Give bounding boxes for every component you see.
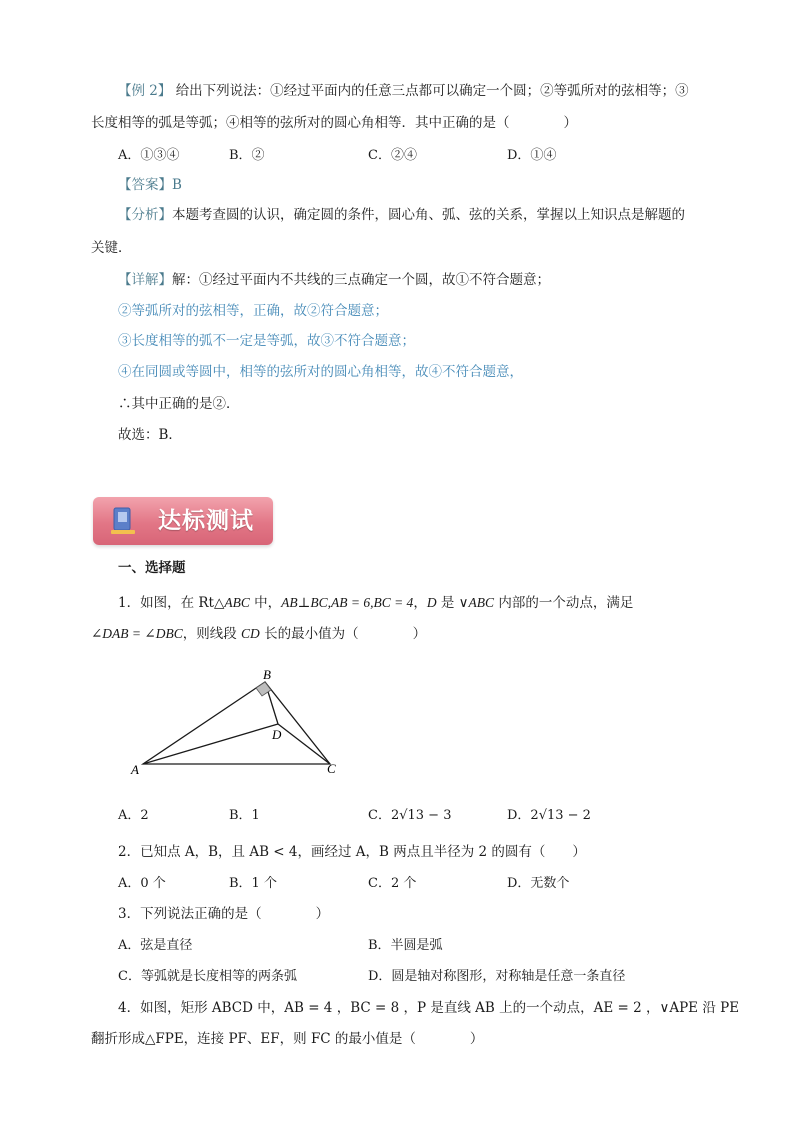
q4-line2: 翻折形成△FPE，连接 PF、EF，则 FC 的最小值是（ ）: [91, 1031, 484, 1047]
example-detail-line4: ④在同圆或等圆中，相等的弦所对的圆心角相等，故④不符合题意，: [118, 364, 523, 380]
q3-option-c: C．等弧就是长度相等的两条弧: [118, 969, 297, 984]
label-c: C: [327, 761, 336, 776]
q2-option-a: A．0 个: [118, 876, 166, 891]
detail-tag: 【详解】: [118, 272, 172, 288]
section-banner: [93, 497, 273, 545]
q1-text-b: 中，: [249, 595, 282, 611]
example-option-a: A．①③④: [118, 148, 180, 163]
q1-text-e: 内部的一个动点，满足: [494, 595, 634, 611]
example-detail-line6: 故选：B．: [118, 427, 182, 443]
example-option-d: D．①④: [507, 148, 557, 163]
q1-math-abc2: ABC: [468, 595, 495, 610]
segment-dc: [278, 724, 330, 764]
example-analysis-line2: 关键．: [91, 240, 132, 256]
q1-option-c: C．2√13 − 3: [368, 808, 452, 823]
q1-text-f: ，则线段: [182, 626, 242, 642]
q1-option-b: B．1: [229, 808, 260, 823]
example-detail-line5: ∴其中正确的是②．: [118, 396, 240, 412]
example-detail-line1: [118, 270, 550, 290]
example-analysis-line1: [118, 205, 685, 225]
q1-option-a: A．2: [118, 808, 149, 823]
q1-line2: [91, 624, 426, 644]
analysis-tag: 【分析】: [118, 207, 172, 223]
label-b: B: [263, 667, 271, 682]
example-stem-line2: 长度相等的弧是等弧；④相等的弦所对的圆心角相等．其中正确的是（ ）: [91, 115, 577, 131]
answer-tag: 【答案】: [118, 177, 172, 193]
book-icon: [110, 506, 136, 536]
example-detail-line2: ②等弧所对的弦相等，正确，故②符合题意；: [118, 303, 388, 319]
q1-math-abc: ABC: [224, 595, 250, 610]
label-d: D: [272, 727, 282, 742]
example-stem-line1: [118, 81, 689, 101]
q3-option-b: B．半圆是弧: [368, 938, 443, 953]
example-option-b: B．②: [229, 148, 265, 163]
example-stem-text1: 给出下列说法：①经过平面内的任意三点都可以确定一个圆；②等弧所对的弦相等；③: [175, 83, 689, 99]
q2-option-c: C．2 个: [368, 876, 417, 891]
q1-line1: [118, 593, 633, 613]
q1-text-d: 是 ∨: [436, 595, 469, 611]
q1-option-d: D．2√13 − 2: [507, 808, 591, 823]
q1-text-c: ，: [413, 595, 427, 611]
banner-title: 达标测试: [158, 508, 254, 534]
analysis-text1: 本题考查圆的认识，确定圆的条件，圆心角、弧、弦的关系，掌握以上知识点是解题的: [172, 207, 685, 223]
q1-text-a: 1．如图，在 Rt△: [118, 595, 225, 611]
q3-option-a: A．弦是直径: [118, 938, 193, 953]
q3-option-d: D．圆是轴对称图形，对称轴是任意一条直径: [368, 969, 626, 984]
example-tag: 【例 2】: [118, 83, 172, 99]
example-option-c: C．②④: [368, 148, 417, 163]
q4-line1: 4．如图，矩形 ABCD 中，AB = 4 ，BC = 8 ，P 是直线 AB 上的一个动点，AE = 2 ，∨APE 沿 PE: [118, 1000, 740, 1016]
example-answer: [118, 175, 182, 195]
triangle-abc: [143, 682, 330, 764]
q2-stem: 2．已知点 A，B，且 AB < 4，画经过 A，B 两点且半径为 2 的圆有（ ）: [118, 844, 586, 860]
q2-option-b: B．1 个: [229, 876, 277, 891]
q1-math-d: D: [426, 595, 437, 610]
q1-math-condition: AB⊥BC,AB = 6,BC = 4: [281, 595, 414, 610]
example-detail-line3: ③长度相等的弧不一定是等弧，故③不符合题意；: [118, 333, 415, 349]
q1-triangle-figure: [125, 664, 355, 780]
detail-text1: 解：①经过平面内不共线的三点确定一个圆，故①不符合题意；: [172, 272, 550, 288]
q1-text-g: 长的最小值为（ ）: [259, 626, 427, 642]
q3-stem: 3．下列说法正确的是（ ）: [118, 906, 330, 922]
segment-ad: [143, 724, 278, 764]
q2-option-d: D．无数个: [507, 876, 570, 891]
q1-math-cd: CD: [241, 626, 260, 641]
section-title: 一、选择题: [118, 560, 186, 576]
q1-math-angle: ∠DAB = ∠DBC: [91, 626, 183, 641]
label-a: A: [131, 762, 139, 777]
answer-value: B: [172, 177, 182, 193]
